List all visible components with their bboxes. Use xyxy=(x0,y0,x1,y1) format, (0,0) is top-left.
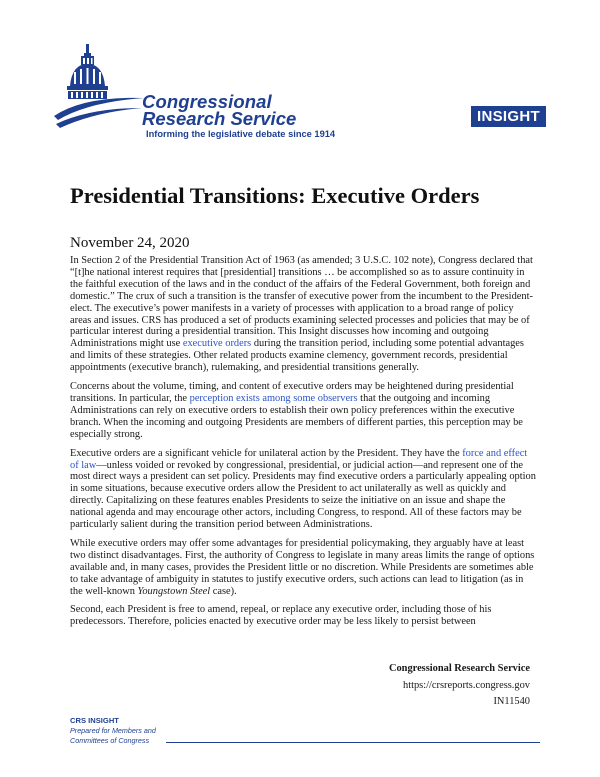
article-body xyxy=(70,255,536,635)
report-id: IN11540 xyxy=(493,696,530,707)
logo-title-line1: Congressional xyxy=(142,91,272,112)
paragraph-text: case). xyxy=(210,585,237,597)
crs-logo[interactable] xyxy=(54,42,384,142)
paragraph-4 xyxy=(70,538,536,598)
paragraph-3 xyxy=(70,448,536,531)
paragraph-text: during the transition period, including some potential advantages and limits of these strategies. Other related products examine clemency, government records, presidential appointments (executive branch), rulemaking, and presidential transitions generally. xyxy=(70,338,524,374)
footer-org: Congressional Research Service xyxy=(388,663,530,674)
paragraph-text: that the outgoing and incoming Administrations can rely on executive orders to establish their own policy preferences within the executive branch. When the incoming and outgoing Presidents are members of different parties, this perception may be especially strong. xyxy=(70,392,523,440)
paragraph-1 xyxy=(70,255,536,374)
force-and-effect-link[interactable]: force and effect of law xyxy=(70,447,528,471)
footer-url[interactable]: https://crsreports.congress.gov xyxy=(403,679,530,691)
crs-insight-label: CRS INSIGHT xyxy=(70,716,119,725)
insight-badge: INSIGHT xyxy=(471,106,546,127)
logo-tagline: Informing the legislative debate since 1914 xyxy=(146,129,336,139)
paragraph-text: Concerns about the volume, timing, and content of executive orders may be heightened during presidential transitions. In particular, the xyxy=(70,381,514,404)
paragraph-text: —unless voided or revoked by congressional, presidential, or judicial action—and represent one of the most direct ways a president can set policy. Presidents may find executive orders a particularly appealing option in some situations, because executive orders allow the President to act unilaterally as well as quickly and directly. Capitalizing on these features enables Presidents to seize the initiative on an issue and shape the national agenda and may encourage other actors, including Congress, to respond. All of these factors may be particularly salient during the transition period between Administrations. xyxy=(70,459,536,531)
paragraph-2 xyxy=(70,381,536,441)
executive-orders-link[interactable]: executive orders xyxy=(182,338,252,350)
footer-info xyxy=(389,661,530,711)
page-title: Presidential Transitions: Executive Orders xyxy=(70,183,480,208)
paragraph-text: Second, each President is free to amend, repeal, or replace any executive order, including those of his predecessors. Therefore, policies enacted by executive order may be less likely to persist between xyxy=(70,604,492,628)
paragraph-5 xyxy=(70,604,536,628)
perception-link[interactable]: perception exists among some observers xyxy=(189,392,358,404)
prepared-for-line1: Prepared for Members and xyxy=(70,726,156,735)
footer-divider xyxy=(166,742,540,743)
case-name: Youngstown Steel xyxy=(137,585,211,597)
logo-title-line2: Research Service xyxy=(142,108,297,129)
paragraph-text: Executive orders are a significant vehicle for unilateral action by the President. They have the xyxy=(70,447,463,459)
capitol-dome-icon xyxy=(54,42,146,130)
paragraph-text: While executive orders may offer some advantages for presidential policymaking, they arguably have at least two distinct disadvantages. First, the authority of Congress to legislate in many areas limits the range of options available and, in many cases, provides the President little or no discretion. While Presidents are sometimes able to take advantage of ambiguity in statutes to justify executive orders, such actions can lead to litigation (as in the well-known xyxy=(70,537,535,597)
crs-insight-footer xyxy=(70,716,156,746)
paragraph-text: In Section 2 of the Presidential Transition Act of 1963 (as amended; 3 U.S.C. 102 note), Congress declared that “[t]he national interest requires that [presidential] transitions … be accomplished so as to assure continuity in the faithful execution of the laws and in the conduct of the affairs of the Federal Government, both foreign and domestic.” The crux of such a transition is the transfer of executive power from the incumbent to the President-elect. The executive’s power manifests in a variety of processes with application to a broad range of policy areas and issues. CRS has produced a set of products examining selected processes and policies that may be of particular interest during a presidential transition. This Insight discusses how incoming and outgoing Administrations might use xyxy=(70,255,533,350)
prepared-for-line2: Committees of Congress xyxy=(70,736,150,745)
publication-date: November 24, 2020 xyxy=(70,235,190,251)
